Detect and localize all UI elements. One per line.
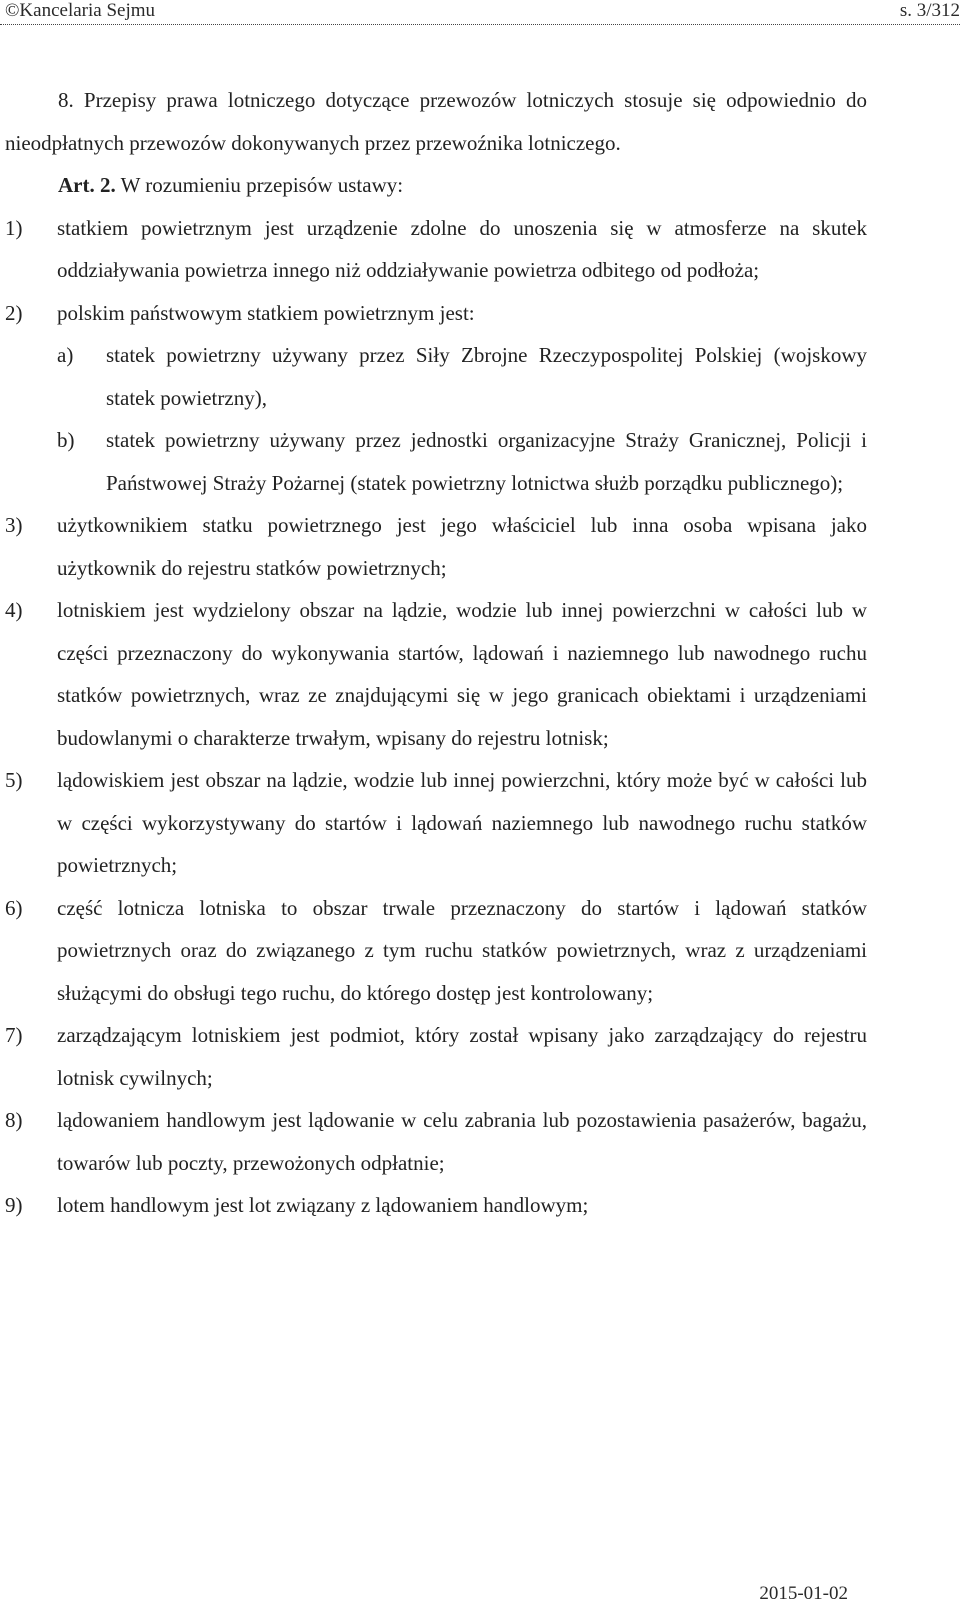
header-divider <box>0 24 960 25</box>
item-number: 6) <box>5 895 23 920</box>
article-label: Art. 2. <box>58 173 116 197</box>
item-text: lotem handlowym jest lot związany z lądowaniem handlowym; <box>57 1193 589 1217</box>
article-intro: W rozumieniu przepisów ustawy: <box>115 173 404 197</box>
definition-item-1 <box>5 207 867 292</box>
item-number: 1) <box>5 215 23 240</box>
item-number: 2) <box>5 300 23 325</box>
page-header <box>0 0 960 22</box>
item-number: 4) <box>5 598 23 622</box>
item-number: 7) <box>5 1023 23 1047</box>
sub-item-letter: a) <box>57 343 74 367</box>
item-number: 8) <box>5 1108 23 1132</box>
header-publisher: ©Kancelaria Sejmu <box>5 0 156 21</box>
paragraph-8: 8. Przepisy prawa lotniczego dotyczące przewozów lotniczych stosuje się odpowiednio do nieodpłatnych przewozów dokonywanych przez przewoźnika lotniczego. <box>5 88 867 155</box>
item-text: polskim państwowym statkiem powietrznym jest: <box>57 300 475 325</box>
item-text: zarządzającym lotniskiem jest podmiot, który został wpisany jako zarządzający do rejestru lotnisk cywilnych; <box>57 1023 867 1090</box>
definition-item-6 <box>5 887 867 1015</box>
header-page-number: s. 3/312 <box>899 0 960 21</box>
item-text: lądowaniem handlowym jest lądowanie w celu zabrania lub pozostawienia pasażerów, bagażu, towarów lub poczty, przewożonych odpłatnie; <box>57 1108 867 1175</box>
definition-item-5 <box>5 759 867 887</box>
definition-item-9 <box>5 1184 867 1227</box>
document-body <box>5 79 867 1227</box>
sub-item-text: statek powietrzny używany przez jednostki organizacyjne Straży Granicznej, Policji i Państwowej Straży Pożarnej (statek powietrzny lotnictwa służb porządku publicznego); <box>106 428 867 495</box>
article-2-heading <box>5 164 867 207</box>
footer-date: 2015-01-02 <box>759 1583 848 1604</box>
definition-item-2 <box>5 292 867 335</box>
sub-item-b <box>5 419 867 504</box>
item-number: 3) <box>5 513 23 537</box>
item-text: lotniskiem jest wydzielony obszar na lądzie, wodzie lub innej powierzchni w całości lub w części przeznaczony do wykonywania startów, lądowań i naziemnego lub nawodnego ruchu statków powietrznych, wraz ze znajdującymi się w jego granicach obiektami i urządzeniami budowlanymi o charakterze trwałym, wpisany do rejestru lotnisk; <box>57 598 867 750</box>
item-text: część lotnicza lotniska to obszar trwale przeznaczony do startów i lądowań statków powietrznych oraz do związanego z tym ruchu statków powietrznych, wraz z urządzeniami służącymi do obsługi tego ruchu, do którego dostęp jest kontrolowany; <box>57 895 867 1005</box>
definition-item-4 <box>5 589 867 759</box>
sub-item-letter: b) <box>57 428 75 452</box>
definition-item-3 <box>5 504 867 589</box>
item-text: lądowiskiem jest obszar na lądzie, wodzie lub innej powierzchni, który może być w całości lub w części wykorzystywany do startów i lądowań naziemnego lub nawodnego ruchu statków powietrznych; <box>57 768 867 877</box>
item-text: użytkownikiem statku powietrznego jest jego właściciel lub inna osoba wpisana jako użytkownik do rejestru statków powietrznych; <box>57 513 867 580</box>
item-number: 9) <box>5 1193 23 1217</box>
sub-item-text: statek powietrzny używany przez Siły Zbrojne Rzeczypospolitej Polskiej (wojskowy statek powietrzny), <box>106 343 867 410</box>
sub-item-a <box>5 334 867 419</box>
item-text: statkiem powietrznym jest urządzenie zdolne do unoszenia się w atmosferze na skutek oddziaływania powietrza innego niż oddziaływanie powietrza odbitego od podłoża; <box>57 215 867 282</box>
item-number: 5) <box>5 768 23 792</box>
definition-item-8 <box>5 1099 867 1184</box>
definition-item-7 <box>5 1014 867 1099</box>
